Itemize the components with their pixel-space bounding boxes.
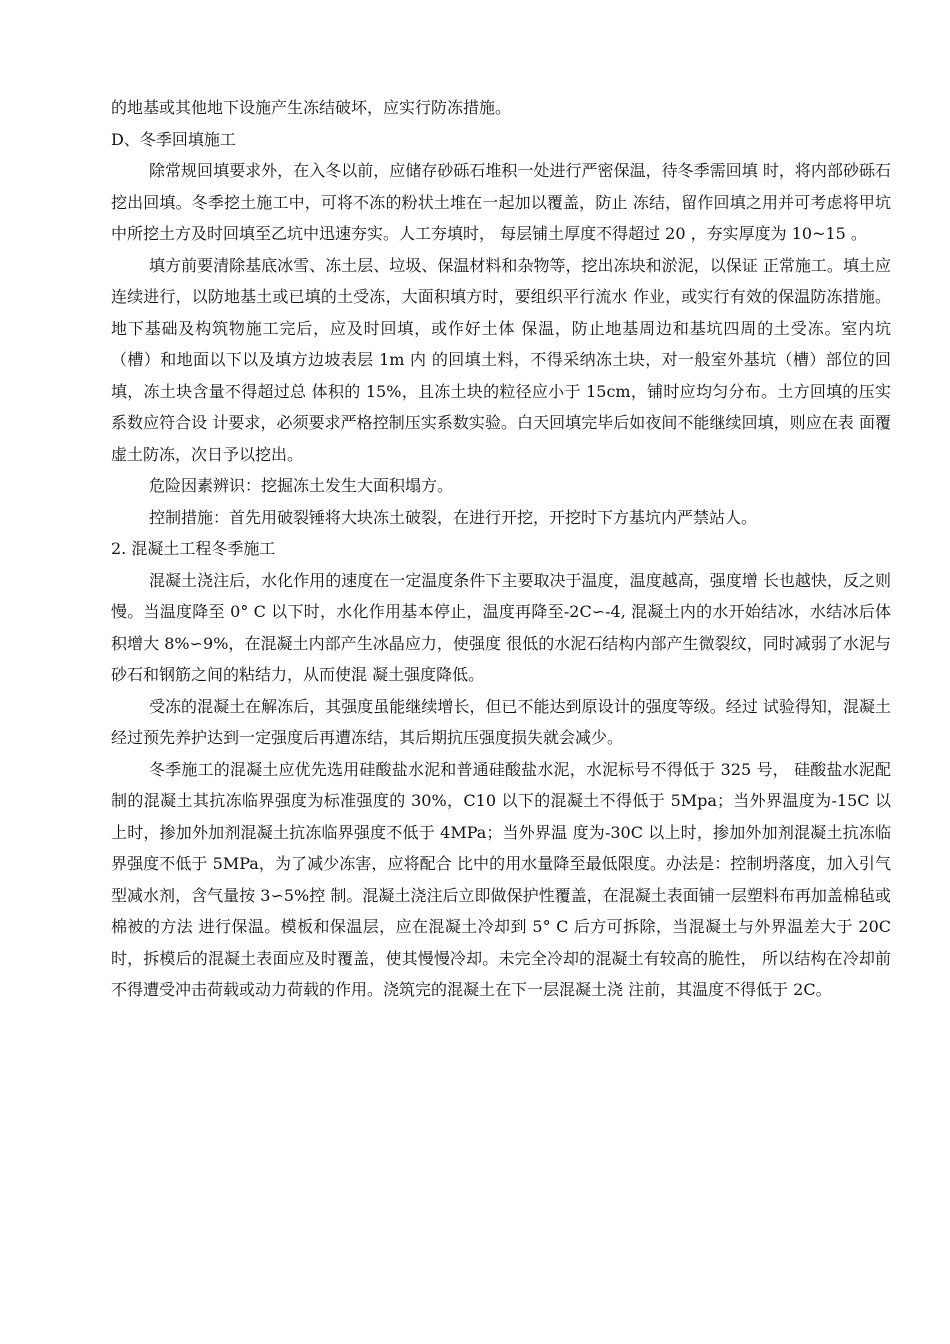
section-heading-2: 2. 混凝土工程冬季施工 <box>111 539 276 558</box>
paragraph-control-measures: 控制措施：首先用破裂锤将大块冻土破裂，在进行开挖，开挖时下方基坑内严禁站人。 <box>149 507 758 527</box>
document-body <box>111 92 891 1006</box>
paragraph-continuation: 的地基或其他地下设施产生冻结破坏，应实行防冻措施。 <box>111 98 512 117</box>
paragraph-winter-backfill: 除常规回填要求外，在入冬以前，应储存砂砾石堆积一处进行严密保温，待冬季需回填 时，将内部砂砾石挖出回填。冬季挖土施工中，可将不冻的粉状土堆在一起加以覆盖，防止 冻结，留作回填之用并可考虑将甲坑中所挖土方及时回填至乙坑中迅速夯实。人工夯填时， 每层铺土厚度不得超过 20 ，夯实厚度为 10~15 。 <box>111 161 891 243</box>
paragraph-frozen-concrete: 受冻的混凝土在解冻后，其强度虽能继续增长，但已不能达到原设计的强度等级。经过 试验得知，混凝土经过预先养护达到一定强度后再遭冻结，其后期抗压强度损失就会减少。 <box>111 696 891 747</box>
paragraph-hazard-identification: 危险因素辨识：挖掘冻土发生大面积塌方。 <box>149 476 454 495</box>
section-heading-d: D、冬季回填施工 <box>111 129 236 149</box>
paragraph-fill-preparation: 填方前要清除基底冰雪、冻土层、垃圾、保温材料和杂物等，挖出冻块和淤泥，以保证 正常施工。填土应连续进行，以防地基土或已填的土受冻，大面积填方时，要组织平行流水 作业，或实行有效的保温防冻措施。地下基础及构筑物施工完后，应及时回填，或作好土体 保温，防止地基周边和基坑四周的土受冻。室内坑（槽）和地面以下以及填方边坡表层 1m 内 的回填土料，不得采纳冻土块，对一般室外基坑（槽）部位的回填，冻土块含量不得超过总 体积的 15%，且冻土块的粒径应小于 15cm，铺时应均匀分布。土方回填的压实系数应符合设 计要求，必须要求严格控制压实系数实验。白天回填完毕后如夜间不能继续回填，则应在表 面覆虚土防冻，次日予以挖出。 <box>111 255 891 464</box>
paragraph-hydration: 混凝土浇注后，水化作用的速度在一定温度条件下主要取决于温度，温度越高，强度增 长也越快，反之则慢。当温度降至 0° C 以下时，水化作用基本停止，温度再降至-2C∽-4, 混凝土内的水开始结冰，水结冰后体积增大 8%∽9%，在混凝土内部产生冰晶应力，使强度 很低的水泥石结构内部产生微裂纹，同时减弱了水泥与砂石和钢筋之间的粘结力，从而使混 凝土强度降低。 <box>111 570 891 684</box>
paragraph-cement-selection: 冬季施工的混凝土应优先选用硅酸盐水泥和普通硅酸盐水泥，水泥标号不得低于 325 号， 硅酸盐水泥配制的混凝土其抗冻临界强度为标准强度的 30%，C10 以下的混凝土不得低于 5Mpa；当外界温度为-15C 以上时，掺加外加剂混凝土抗冻临界强度不低于 4MPa；当外界温 度为-30C 以上时，掺加外加剂混凝土抗冻临界强度不低于 5MPa，为了减少冻害，应将配合 比中的用水量降至最低限度。办法是：控制坍落度，加入引气型减水剂，含气量按 3∽5%控 制。混凝土浇注后立即做保护性覆盖，在混凝土表面铺一层塑料布再加盖棉毡或棉被的方法 进行保温。模板和保温层，应在混凝土冷却到 5° C 后方可拆除，当混凝土与外界温差大于 20C 时，拆模后的混凝土表面应及时覆盖，使其慢慢冷却。未完全冷却的混凝土有较高的脆性， 所以结构在冷却前不得遭受冲击荷载或动力荷载的作用。浇筑完的混凝土在下一层混凝土浇 注前，其温度不得低于 2C。 <box>111 759 891 999</box>
